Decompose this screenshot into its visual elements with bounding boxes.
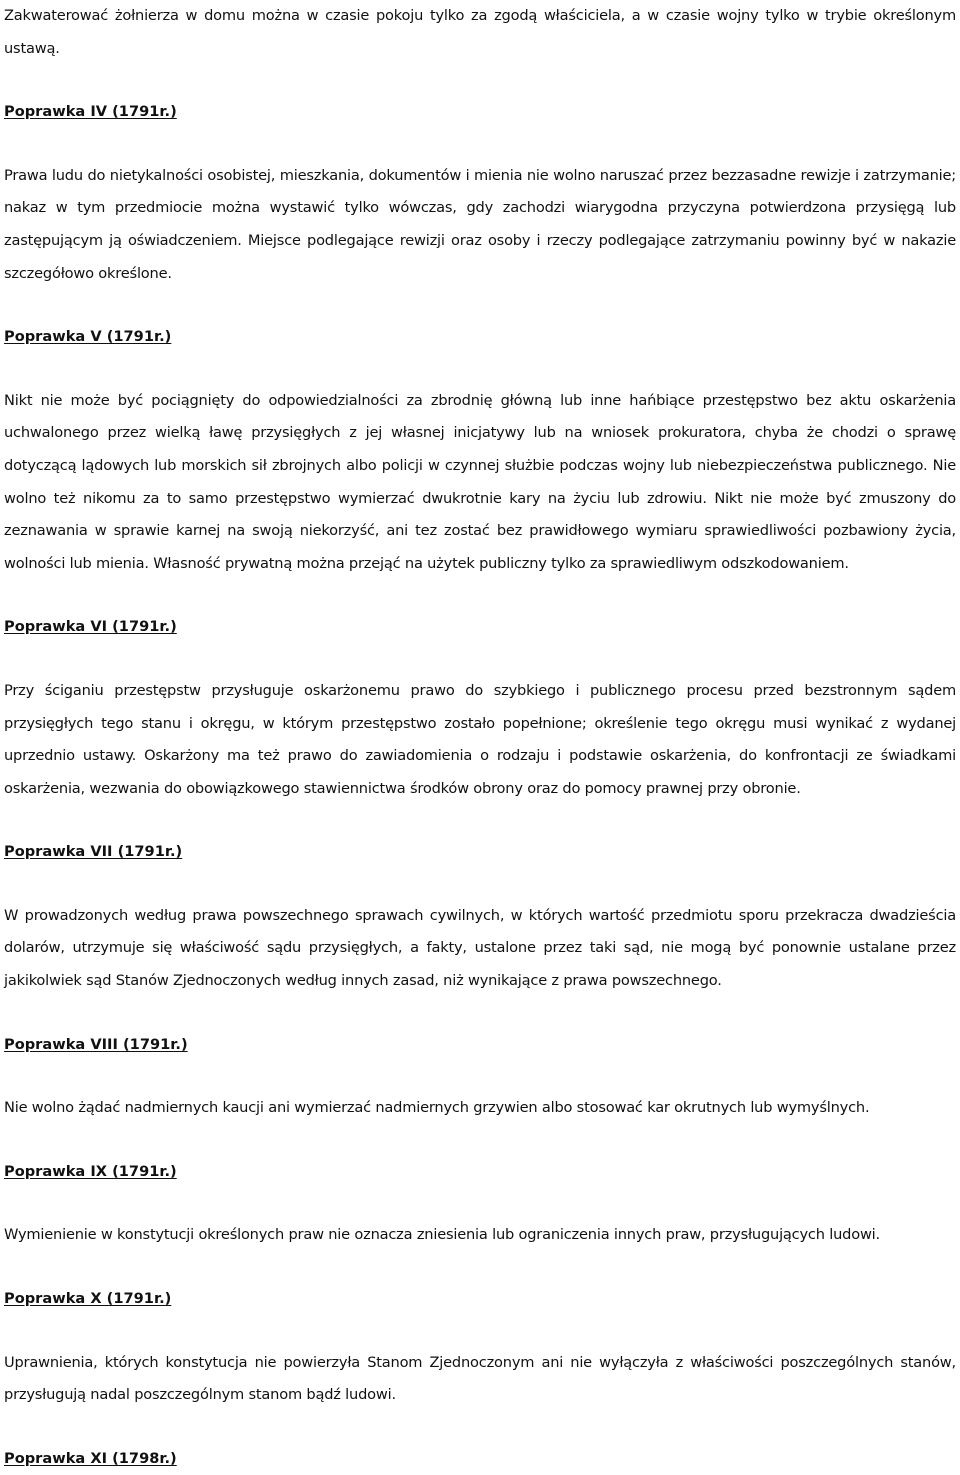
section-heading: Poprawka VIII (1791r.) <box>4 1035 188 1053</box>
section-heading: Poprawka XI (1798r.) <box>4 1449 177 1467</box>
intro-paragraph: Zakwaterować żołnierza w domu można w czasie pokoju tylko za zgodą właściciela, a w czasie wojny tylko w trybie określonym ustawą. <box>4 7 956 57</box>
section-text: Wymienienie w konstytucji określonych praw nie oznacza zniesienia lub ograniczenia innych praw, przysługujących ludowi. <box>4 1226 880 1244</box>
section-heading: Poprawka VI (1791r.) <box>4 618 177 636</box>
section-text: Nie wolno żądać nadmiernych kaucji ani wymierzać nadmiernych grzywien albo stosować kar okrutnych lub wymyślnych. <box>4 1099 870 1117</box>
amendment-viii <box>4 998 956 1125</box>
section-text: Prawa ludu do nietykalności osobistej, mieszkania, dokumentów i mienia nie wolno naruszać przez bezzasadne rewizje i zatrzymanie; nakaz w tym przedmiocie można wystawić tylko wówczas, gdy zachodzi wiarygodna przyczyna potwierdzona przysięgą lub zastępującym ją oświadczeniem. Miejsce podlegające rewizji oraz osoby i rzeczy podlegające zatrzymaniu powinny być w nakazie szczegółowo określone. <box>4 166 956 282</box>
amendment-iv <box>4 65 956 290</box>
amendment-x <box>4 1252 956 1412</box>
section-text: W prowadzonych według prawa powszechnego sprawach cywilnych, w których wartość przedmiotu sporu przekracza dwadzieścia dolarów, utrzymuje się właściwość sądu przysięgłych, a fakty, ustalone przez taki sąd, nie mogą być ponownie ustalane przez jakikolwiek sąd Stanów Zjednoczonych według innych zasad, niż wynikające z prawa powszechnego. <box>4 906 956 990</box>
section-heading: Poprawka X (1791r.) <box>4 1290 172 1308</box>
section-text: Nikt nie może być pociągnięty do odpowiedzialności za zbrodnię główną lub inne hańbiące przestępstwo bez aktu oskarżenia uchwalonego przez wielką ławę przysięgłych z jej własnej inicjatywy lub na wniosek prokuratora, chyba że chodzi o sprawę dotyczącą lądowych lub morskich sił zbrojnych albo policji w czynnej służbie podczas wojny lub niebezpieczeństwa publicznego. Nie wolno też nikomu za to samo przestępstwo wymierzać dwukrotnie kary na życiu lub zdrowiu. Nikt nie może być zmuszony do zeznawania w sprawie karnej na swoją niekorzyść, ani tez zostać bez prawidłowego wymiaru sprawiedliwości pozbawiony życia, wolności lub mienia. Własność prywatną można przejąć na użytek publiczny tylko za sprawiedliwym odszkodowaniem. <box>4 391 956 572</box>
section-heading: Poprawka IV (1791r.) <box>4 103 177 121</box>
document-page <box>4 0 956 1475</box>
amendment-xi <box>4 1412 956 1475</box>
amendment-vi <box>4 580 956 805</box>
section-text: Przy ściganiu przestępstw przysługuje oskarżonemu prawo do szybkiego i publicznego procesu przed bezstronnym sądem przysięgłych tego stanu i okręgu, w którym przestępstwo zostało popełnione; określenie tego okręgu musi wynikać z wydanej uprzednio ustawy. Oskarżony ma też prawo do zawiadomienia o rodzaju i podstawie oskarżenia, do konfrontacji ze świadkami oskarżenia, wezwania do obowiązkowego stawiennictwa środków obrony oraz do pomocy prawnej przy obronie. <box>4 681 956 797</box>
amendment-v <box>4 290 956 580</box>
amendment-vii <box>4 805 956 997</box>
amendment-ix <box>4 1125 956 1252</box>
section-heading: Poprawka V (1791r.) <box>4 328 172 346</box>
section-heading: Poprawka VII (1791r.) <box>4 843 183 861</box>
section-text: Uprawnienia, których konstytucja nie powierzyła Stanom Zjednoczonym ani nie wyłączyła z właściwości poszczególnych stanów, przysługują nadal poszczególnym stanom bądź ludowi. <box>4 1353 956 1404</box>
section-heading: Poprawka IX (1791r.) <box>4 1162 177 1180</box>
